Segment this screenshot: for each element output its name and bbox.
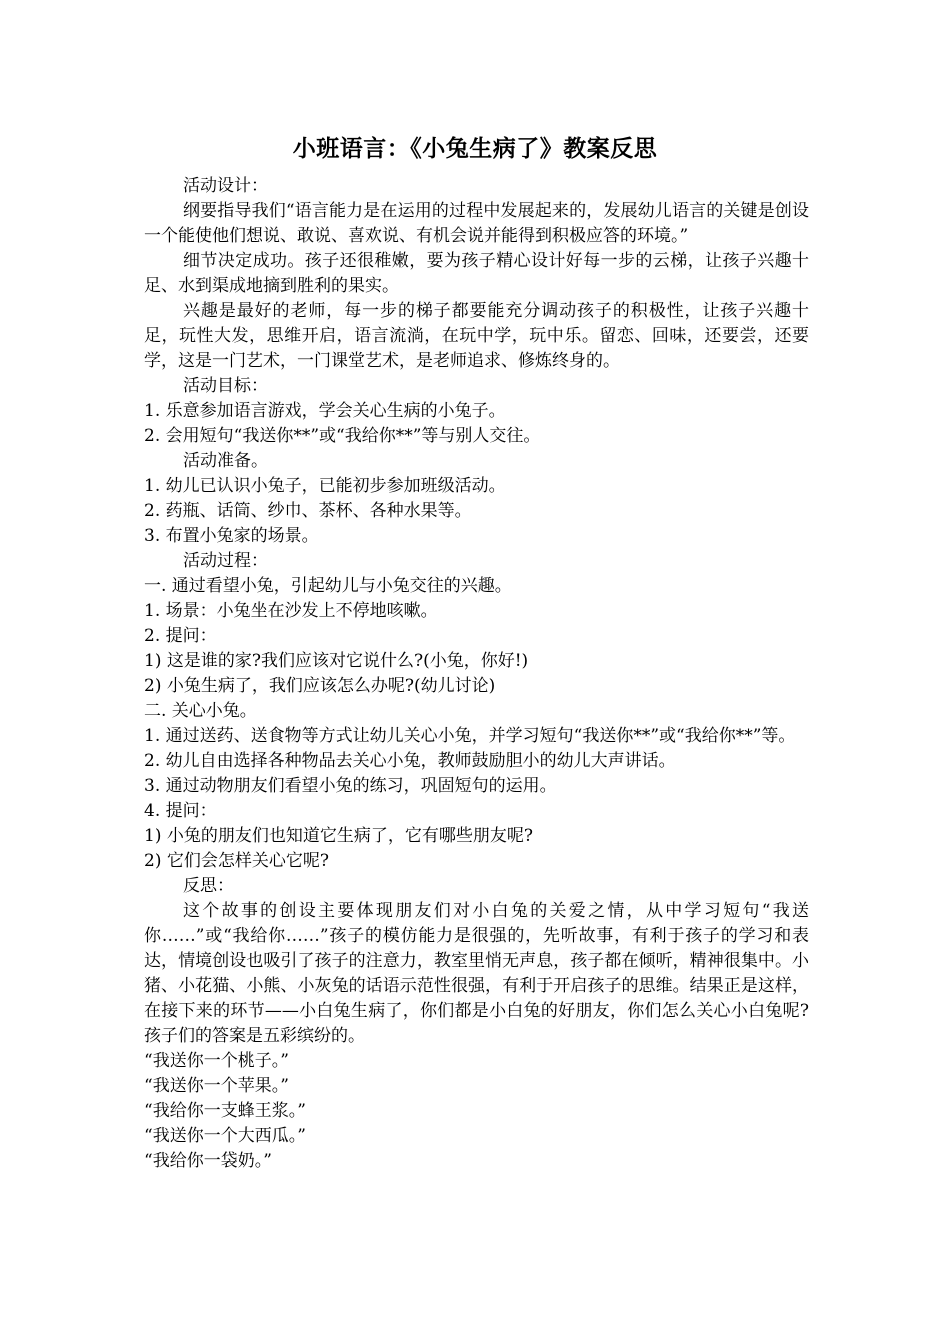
- paragraph: 细节决定成功。孩子还很稚嫩，要为孩子精心设计好每一步的云梯，让孩子兴趣十足、水到渠成地摘到胜利的果实。: [144, 251, 809, 296]
- paragraph: 活动设计：: [183, 176, 268, 196]
- paragraph: 1. 通过送药、送食物等方式让幼儿关心小兔，并学习短句“我送你**”或“我给你**”等。: [144, 726, 796, 746]
- paragraph: 活动准备。: [183, 451, 268, 471]
- paragraph: 2. 药瓶、话筒、纱巾、茶杯、各种水果等。: [144, 501, 472, 521]
- paragraph: 这个故事的创设主要体现朋友们对小白兔的关爱之情，从中学习短句“我送你……”或“我给你……”孩子的模仿能力是很强的，先听故事，有利于孩子的学习和表达，情境创设也吸引了孩子的注意力，教室里悄无声息，孩子都在倾听，精神很集中。小猪、小花猫、小熊、小灰兔的话语示范性很强，有利于开启孩子的思维。结果正是这样，在接下来的环节——小白兔生病了，你们都是小白兔的好朋友，你们怎么关心小白兔呢?孩子们的答案是五彩缤纷的。: [144, 901, 809, 1046]
- paragraph: 一. 通过看望小兔，引起幼儿与小兔交往的兴趣。: [144, 576, 512, 596]
- paragraph: 兴趣是最好的老师，每一步的梯子都要能充分调动孩子的积极性，让孩子兴趣十足，玩性大发，思维开启，语言流淌，在玩中学，玩中乐。留恋、回味，还要尝，还要学，这是一门艺术，一门课堂艺术，是老师追求、修炼终身的。: [144, 301, 809, 371]
- document-body: [144, 174, 809, 1174]
- paragraph: 纲要指导我们“语言能力是在运用的过程中发展起来的，发展幼儿语言的关键是创设一个能使他们想说、敢说、喜欢说、有机会说并能得到积极应答的环境。”: [144, 201, 809, 246]
- paragraph: “我给你一袋奶。”: [144, 1151, 272, 1171]
- paragraph: 活动过程：: [183, 551, 268, 571]
- paragraph: 1) 小兔的朋友们也知道它生病了，它有哪些朋友呢?: [144, 826, 533, 846]
- paragraph: 1. 场景：小兔坐在沙发上不停地咳嗽。: [144, 601, 438, 621]
- paragraph: 2. 会用短句“我送你**”或“我给你**”等与别人交往。: [144, 426, 541, 446]
- paragraph: “我送你一个苹果。”: [144, 1076, 289, 1096]
- paragraph: “我送你一个大西瓜。”: [144, 1126, 306, 1146]
- paragraph: 4. 提问：: [144, 801, 217, 821]
- paragraph: 二. 关心小兔。: [144, 701, 257, 721]
- paragraph: 2) 小兔生病了，我们应该怎么办呢?(幼儿讨论): [144, 676, 496, 696]
- paragraph: 反思：: [183, 876, 234, 896]
- paragraph: 2. 幼儿自由选择各种物品去关心小兔，教师鼓励胆小的幼儿大声讲话。: [144, 751, 676, 771]
- document-title: 小班语言：《小兔生病了》教案反思: [292, 136, 658, 162]
- paragraph: 3. 布置小兔家的场景。: [144, 526, 319, 546]
- paragraph: 活动目标：: [183, 376, 268, 396]
- paragraph: 2. 提问：: [144, 626, 217, 646]
- paragraph: “我给你一支蜂王浆。”: [144, 1101, 306, 1121]
- paragraph: 2) 它们会怎样关心它呢?: [144, 851, 329, 871]
- paragraph: 3. 通过动物朋友们看望小兔的练习，巩固短句的运用。: [144, 776, 557, 796]
- paragraph: 1) 这是谁的家?我们应该对它说什么?(小兔，你好!): [144, 651, 529, 671]
- paragraph: “我送你一个桃子。”: [144, 1051, 289, 1071]
- paragraph: 1. 幼儿已认识小兔子，已能初步参加班级活动。: [144, 476, 506, 496]
- paragraph: 1. 乐意参加语言游戏，学会关心生病的小兔子。: [144, 401, 506, 421]
